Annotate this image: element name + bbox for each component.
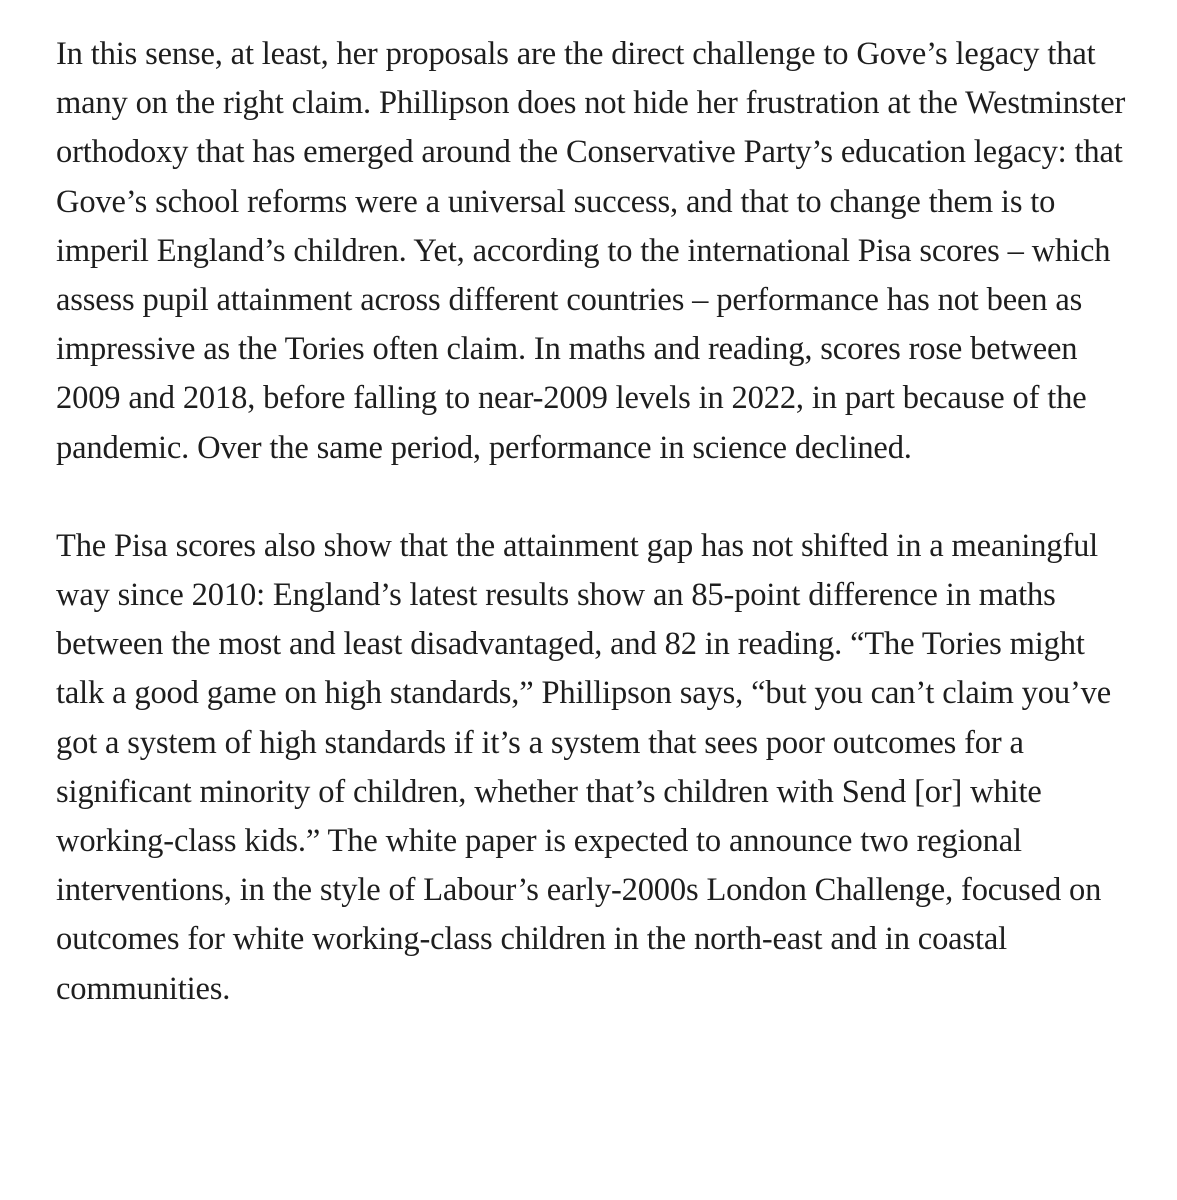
article-body: [56, 30, 1126, 1014]
article-paragraph: In this sense, at least, her proposals are the direct challenge to Gove’s legacy that many on the right claim. Phillipson does not hide her frustration at the Westminster orthodoxy that has emerged around the Conservative Party’s education legacy: that Gove’s school reforms were a universal success, and that to change them is to imperil England’s children. Yet, according to the international Pisa scores – which assess pupil attainment across different countries – performance has not been as impressive as the Tories often claim. In maths and reading, scores rose between 2009 and 2018, before falling to near-2009 levels in 2022, in part because of the pandemic. Over the same period, performance in science declined.: [56, 36, 1126, 466]
article-paragraph: The Pisa scores also show that the attainment gap has not shifted in a meaningful way since 2010: England’s latest results show an 85-point difference in maths between the most and least disadvantaged, and 82 in reading. “The Tories might talk a good game on high standards,” Phillipson says, “but you can’t claim you’ve got a system of high standards if it’s a system that sees poor outcomes for a significant minority of children, whether that’s children with Send [or] white working-class kids.” The white paper is expected to announce two regional interventions, in the style of Labour’s early-2000s London Challenge, focused on outcomes for white working-class children in the north-east and in coastal communities.: [56, 527, 1112, 1007]
